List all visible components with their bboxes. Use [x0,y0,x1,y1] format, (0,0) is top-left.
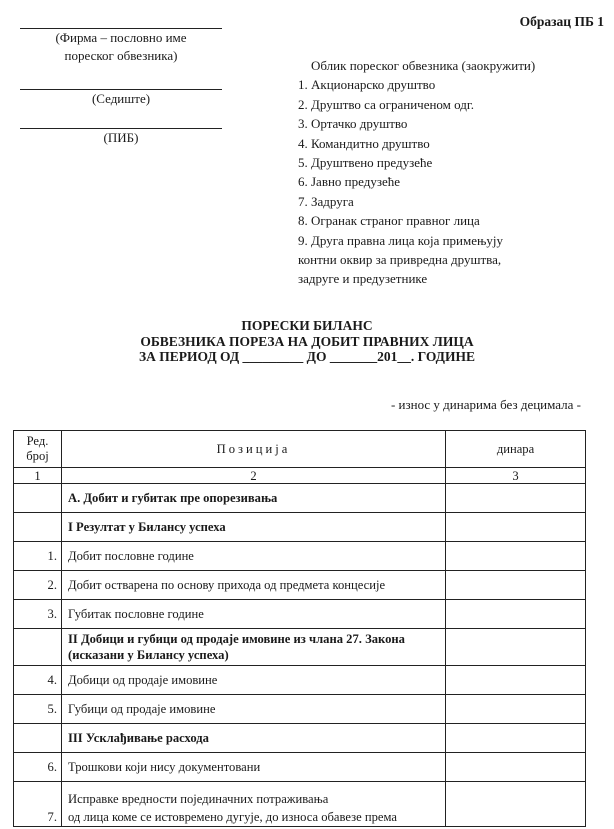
row-label: Добит пословне године [62,542,446,571]
taxpayer-form-option[interactable]: 2. Друштво са ограниченом одг. [298,96,475,112]
taxpayer-form-option[interactable]: 3. Ортачко друштво [298,116,408,132]
table-row [14,571,586,600]
section-1-label: I Резултат у Билансу успеха [62,513,446,542]
taxpayer-form-option[interactable]: 8. Огранак страног правног лица [298,213,480,229]
amount-cell[interactable] [446,571,586,600]
table-row [14,782,586,827]
column-index-row [14,468,586,484]
table-row [14,600,586,629]
section-row [14,484,586,513]
row-number: 1. [14,542,62,571]
section-row [14,724,586,753]
row-number: 7. [14,782,62,827]
taxpayer-form-option[interactable]: 1. Акционарско друштво [298,77,436,93]
row-label [62,782,446,827]
taxpayer-form-option-continued: контни оквир за привредна друштва, [298,252,502,268]
row-number: 4. [14,666,62,695]
title-line2: ОБВЕЗНИКА ПОРЕЗА НА ДОБИТ ПРАВНИХ ЛИЦА [140,333,474,349]
amount-cell[interactable] [446,666,586,695]
section-a-label: А. Добит и губитак пре опорезивања [62,484,446,513]
row-number-cell [14,513,62,542]
form-code: Образац ПБ 1 [519,14,604,29]
pib-caption: (ПИБ) [103,130,139,145]
title-line1: ПОРЕСКИ БИЛАНС [241,318,373,333]
row-number: 6. [14,753,62,782]
row-number: 2. [14,571,62,600]
amount-cell[interactable] [446,629,586,666]
firm-name-caption-line2: пореског обвезника) [64,48,178,63]
table-row [14,753,586,782]
section-2-label [62,629,446,666]
table-row [14,542,586,571]
row-number-cell [14,629,62,666]
column-index: 3 [446,468,586,484]
amount-cell[interactable] [446,600,586,629]
amount-cell[interactable] [446,513,586,542]
row-label: Добици од продаје имовине [62,666,446,695]
document-title [0,318,614,365]
row-label: Губитак пословне године [62,600,446,629]
title-line3: ЗА ПЕРИОД ОД _________ ДО _______201__. ГОДИНЕ [139,349,475,364]
section-3-label: III Усклађивање расхода [62,724,446,753]
amount-cell[interactable] [446,484,586,513]
seat-caption: (Седиште) [91,91,151,106]
row-label-line1: Исправке вредности појединачних потраживања [68,792,329,806]
row-number-header-line2: број [26,449,49,463]
section-row [14,513,586,542]
taxpayer-form-list [298,56,598,289]
amount-cell[interactable] [446,782,586,827]
amount-note: - износ у динарима без децимала - [390,397,581,412]
table-row [14,695,586,724]
taxpayer-form-option[interactable]: 5. Друштвено предузеће [298,155,433,171]
amount-cell[interactable] [446,724,586,753]
col-row-number-header [14,431,62,468]
row-number-cell [14,724,62,753]
row-label: Губици од продаје имовине [62,695,446,724]
column-index: 1 [14,468,62,484]
taxpayer-form-option-continued: задруге и предузетнике [298,271,428,287]
row-label: Трошкови који нису документовани [62,753,446,782]
col-position-header: Позиција [62,431,446,468]
section-2-line2: (исказани у Билансу успеха) [68,648,229,662]
taxpayer-form-option[interactable]: 9. Друга правна лица која примењују [298,232,504,248]
col-dinars-header: динара [446,431,586,468]
table-header-row [14,431,586,468]
table-row [14,666,586,695]
amount-cell[interactable] [446,542,586,571]
row-number: 5. [14,695,62,724]
amount-cell[interactable] [446,753,586,782]
section-2-line1: II Добици и губици од продаје имовине из члана 27. Закона [68,632,405,646]
firm-name-caption-line1: (Фирма – пословно име [55,30,187,45]
taxpayer-identification [20,28,222,147]
amount-cell[interactable] [446,695,586,724]
row-label-line2: од лица коме се истовремено дугује, до износа обавезе према [68,810,397,824]
tax-balance-table [13,430,586,827]
row-label: Добит остварена по основу прихода од предмета концесије [62,571,446,600]
taxpayer-form-option[interactable]: 7. Задруга [298,193,354,209]
taxpayer-form-heading: Облик пореског обвезника (заокружити) [311,58,536,73]
row-number: 3. [14,600,62,629]
row-number-cell [14,484,62,513]
column-index: 2 [62,468,446,484]
taxpayer-form-option[interactable]: 6. Јавно предузеће [298,174,401,190]
section-row [14,629,586,666]
row-number-header-line1: Ред. [26,434,49,448]
taxpayer-form-option[interactable]: 4. Командитно друштво [298,135,430,151]
